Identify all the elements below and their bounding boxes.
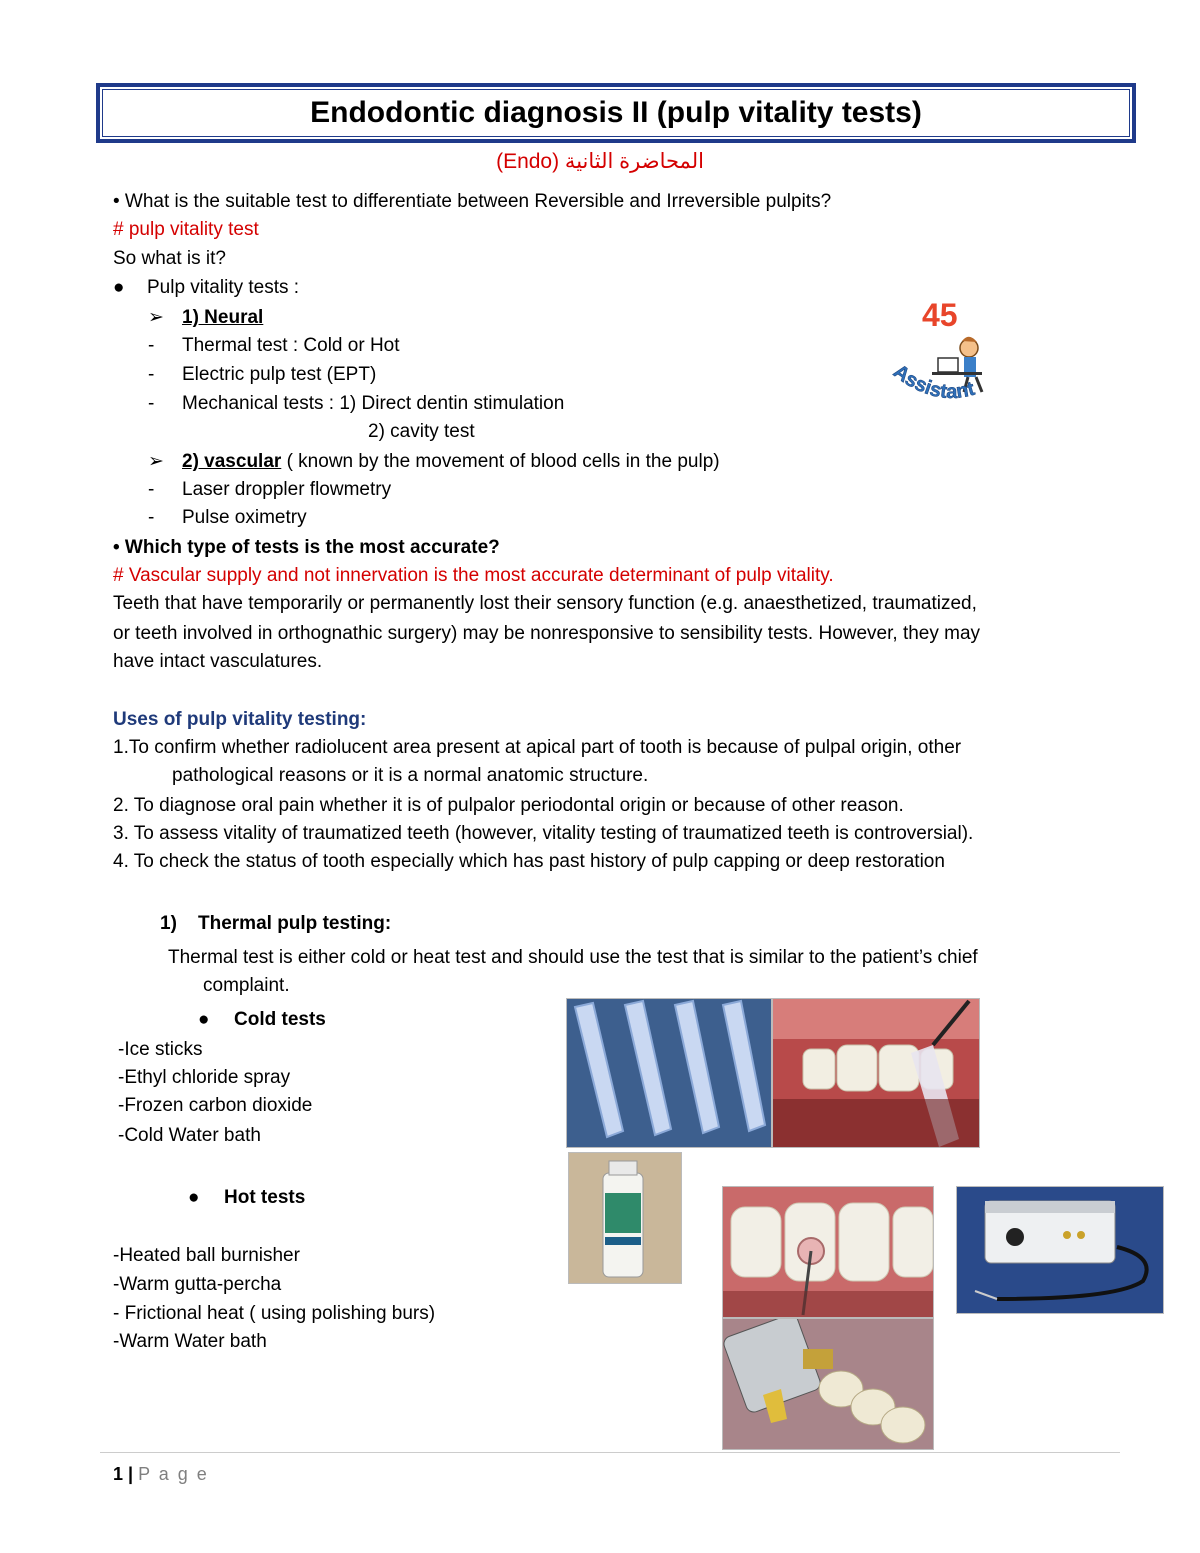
answer-1: # pulp vitality test	[113, 219, 259, 240]
assistant-logo-icon	[884, 296, 1024, 414]
paragraph-line: have intact vasculatures.	[113, 651, 323, 672]
uses-item: pathological reasons or it is a normal anatomic structure.	[172, 765, 649, 786]
cold-item: -Ice sticks	[118, 1039, 203, 1060]
title-box	[96, 83, 1136, 143]
svg-text:45: 45	[922, 297, 958, 333]
ice-sticks-photo	[566, 998, 772, 1148]
page-footer: 1 | P a g e	[113, 1464, 209, 1484]
thermal-heading-row	[160, 912, 392, 936]
bullet-dot-icon: ●	[113, 277, 125, 298]
cold-item: -Frozen carbon dioxide	[118, 1095, 313, 1116]
thermal-text: complaint.	[203, 975, 290, 996]
svg-text:Assistant: Assistant	[889, 360, 978, 404]
paragraph-line: or teeth involved in orthognathic surgery) may be nonresponsive to sensibility tests. However, they may	[113, 623, 981, 644]
cold-item: -Ethyl chloride spray	[118, 1067, 291, 1088]
hot-item: -Warm gutta-percha	[113, 1274, 282, 1295]
footer-rule	[100, 1452, 1120, 1453]
bullet-dot-icon: ●	[198, 1009, 210, 1030]
vascular-heading-row	[148, 450, 720, 474]
pvt-label: Pulp vitality tests :	[147, 277, 300, 298]
thermal-heading-number: 1)	[160, 913, 177, 934]
bullet-dot-icon: ●	[188, 1187, 200, 1208]
arrow-bullet-icon: ➢	[148, 307, 164, 328]
cold-heading: Cold tests	[234, 1009, 326, 1030]
hot-item: -Heated ball burnisher	[113, 1245, 300, 1266]
vascular-item: - Laser droppler flowmetry	[148, 479, 392, 500]
cold-item: -Cold Water bath	[118, 1125, 261, 1146]
answer-2: # Vascular supply and not innervation is the most accurate determinant of pulp vitality.	[113, 565, 834, 586]
thermal-heading: Thermal pulp testing:	[198, 913, 392, 934]
neural-item: - Thermal test : Cold or Hot	[148, 335, 400, 356]
uses-item: 4. To check the status of tooth especially which has past history of pulp capping or deep restoration	[113, 851, 945, 872]
hot-heading-row	[188, 1186, 306, 1210]
question-2: • Which type of tests is the most accurate?	[113, 537, 500, 558]
paragraph-line: Teeth that have temporarily or permanently lost their sensory function (e.g. anaesthetized, traumatized,	[113, 593, 977, 614]
pvt-bullet	[113, 276, 300, 300]
so-what-text: So what is it?	[113, 248, 226, 269]
cavity-test: 2) cavity test	[368, 421, 475, 442]
uses-item: 3. To assess vitality of traumatized teeth (however, vitality testing of traumatized teeth is controversial).	[113, 823, 974, 844]
page-title: Endodontic diagnosis II (pulp vitality tests)	[310, 96, 922, 129]
neural-heading: 1) Neural	[182, 307, 264, 328]
cold-heading-row	[198, 1008, 326, 1032]
hot-item: - Frictional heat ( using polishing burs)	[113, 1303, 436, 1324]
hot-heading: Hot tests	[224, 1187, 306, 1208]
polishing-bur-photo	[722, 1318, 934, 1450]
vascular-item: - Pulse oximetry	[148, 507, 307, 528]
hot-item: -Warm Water bath	[113, 1331, 267, 1352]
neural-heading-row	[148, 306, 264, 330]
neural-item: - Mechanical tests : 1) Direct dentin stimulation	[148, 393, 565, 414]
page-label: P a g e	[138, 1464, 209, 1484]
thermal-text: Thermal test is either cold or heat test and should use the test that is similar to the patient’s chief	[168, 947, 978, 968]
page-number: 1	[113, 1464, 124, 1484]
assistant-logo	[884, 296, 1024, 414]
ice-on-teeth-photo	[772, 998, 980, 1148]
question-1: • What is the suitable test to differentiate between Reversible and Irreversible pulpits?	[113, 191, 832, 212]
uses-item: 2. To diagnose oral pain whether it is of pulpalor periodontal origin or because of other reason.	[113, 795, 904, 816]
warm-gp-teeth-photo	[722, 1186, 934, 1318]
lecture-subtitle: المحاضرة الثانية (Endo)	[496, 150, 704, 173]
arrow-bullet-icon: ➢	[148, 451, 164, 472]
uses-item: 1.To confirm whether radiolucent area present at apical part of tooth is because of pulpal origin, other	[113, 737, 962, 758]
touch-n-heat-device-photo	[956, 1186, 1164, 1314]
neural-item: - Electric pulp test (EPT)	[148, 364, 377, 385]
vascular-note: ( known by the movement of blood cells in the pulp)	[286, 451, 720, 472]
vascular-heading: 2) vascular	[182, 451, 282, 472]
spray-can-photo	[568, 1152, 682, 1284]
uses-heading: Uses of pulp vitality testing:	[113, 709, 367, 730]
